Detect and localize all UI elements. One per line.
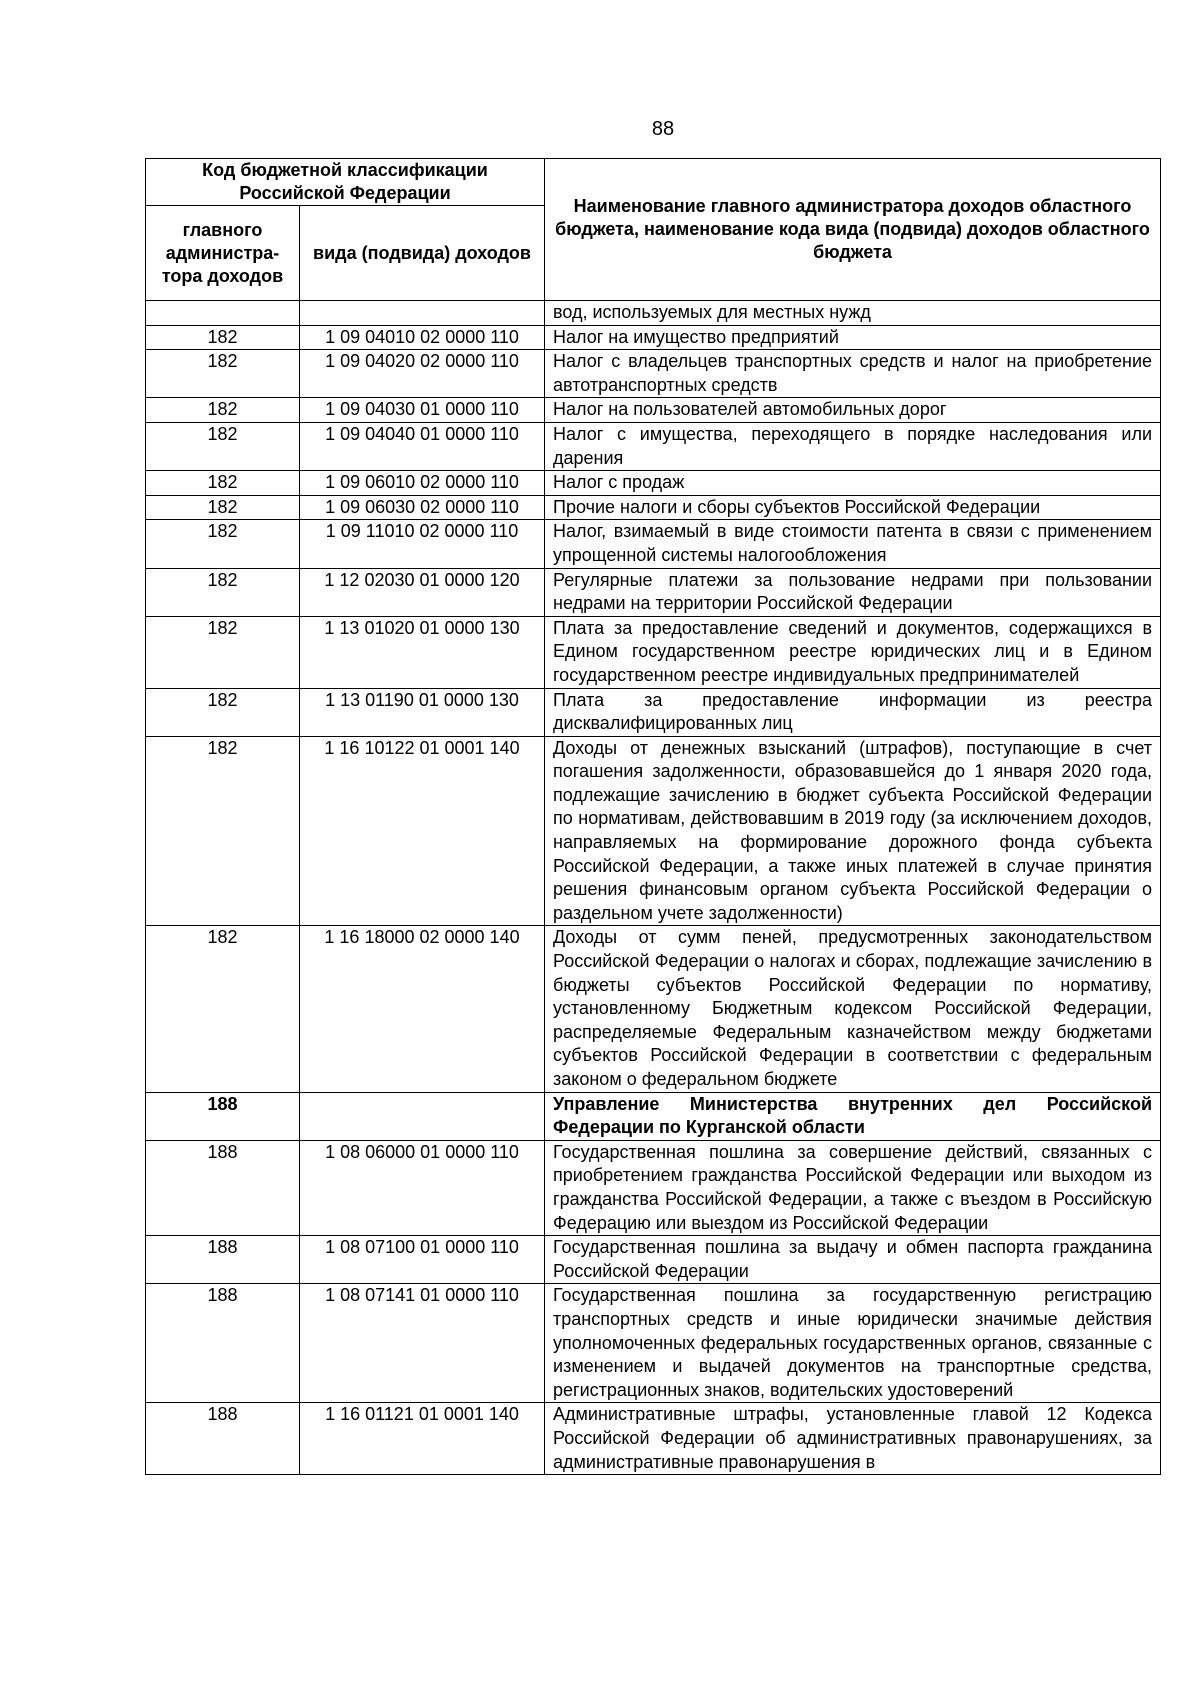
income-code-cell: 1 09 06030 02 0000 110 xyxy=(300,495,545,520)
admin-code-cell xyxy=(146,301,300,326)
income-name-cell: вод, используемых для местных нужд xyxy=(545,301,1161,326)
table-row xyxy=(146,568,1161,616)
income-code-cell: 1 16 10122 01 0001 140 xyxy=(300,736,545,926)
table-row xyxy=(146,520,1161,568)
income-code-cell: 1 12 02030 01 0000 120 xyxy=(300,568,545,616)
table-row xyxy=(146,616,1161,688)
admin-code-cell: 188 xyxy=(146,1403,300,1475)
admin-code-cell: 182 xyxy=(146,325,300,350)
table-row xyxy=(146,495,1161,520)
admin-code-cell: 182 xyxy=(146,926,300,1092)
income-code-cell: 1 16 01121 01 0001 140 xyxy=(300,1403,545,1475)
income-name-cell: Государственная пошлина за выдачу и обмен паспорта гражданина Российской Федерации xyxy=(545,1236,1161,1284)
admin-code-cell: 182 xyxy=(146,616,300,688)
admin-code-cell: 182 xyxy=(146,568,300,616)
table-row xyxy=(146,1140,1161,1235)
income-name-cell: Прочие налоги и сборы субъектов Российской Федерации xyxy=(545,495,1161,520)
admin-code-cell: 182 xyxy=(146,398,300,423)
admin-code-cell: 188 xyxy=(146,1284,300,1403)
table-row xyxy=(146,325,1161,350)
table-row xyxy=(146,398,1161,423)
header-name: Наименование главного администратора доходов областного бюджета, наименование кода вида (подвида) доходов областного бюджета xyxy=(545,159,1161,301)
admin-code-cell: 188 xyxy=(146,1140,300,1235)
budget-classification-table xyxy=(145,158,1161,1475)
table-row xyxy=(146,350,1161,398)
income-name-cell: Управление Министерства внутренних дел Российской Федерации по Курганской области xyxy=(545,1092,1161,1140)
income-name-cell: Государственная пошлина за совершение действий, связанных с приобретением гражданства Российской Федерации или выходом из гражданства Российской Федерации, а также с въездом в Российскую Федерацию или выездом из Российской Федерации xyxy=(545,1140,1161,1235)
income-code-cell: 1 09 04010 02 0000 110 xyxy=(300,325,545,350)
table-row xyxy=(146,688,1161,736)
income-code-cell: 1 08 07141 01 0000 110 xyxy=(300,1284,545,1403)
income-code-cell: 1 09 04040 01 0000 110 xyxy=(300,422,545,470)
income-code-cell: 1 09 04030 01 0000 110 xyxy=(300,398,545,423)
table-row xyxy=(146,1092,1161,1140)
table-row xyxy=(146,1236,1161,1284)
income-code-cell: 1 09 06010 02 0000 110 xyxy=(300,471,545,496)
admin-code-cell: 188 xyxy=(146,1236,300,1284)
income-code-cell xyxy=(300,1092,545,1140)
income-name-cell: Доходы от денежных взысканий (штрафов), поступающие в счет погашения задолженности, образовавшейся до 1 января 2020 года, подлежащие зачислению в бюджет субъекта Российской Федерации по нормативам, действовавшим в 2019 году (за исключением доходов, направляемых на формирование дорожного фонда субъекта Российской Федерации, а также иных платежей в случае принятия решения финансовым органом субъекта Российской Федерации о раздельном учете задолженности) xyxy=(545,736,1161,926)
header-income-type-code: вида (подвида) доходов xyxy=(300,206,545,301)
admin-code-cell: 182 xyxy=(146,471,300,496)
admin-code-cell: 182 xyxy=(146,736,300,926)
table-row xyxy=(146,1403,1161,1475)
table-row xyxy=(146,1284,1161,1403)
income-name-cell: Плата за предоставление сведений и документов, содержащихся в Едином государственном реестре юридических лиц и в Едином государственном реестре индивидуальных предпринимателей xyxy=(545,616,1161,688)
income-name-cell: Налог на пользователей автомобильных дорог xyxy=(545,398,1161,423)
income-code-cell: 1 08 06000 01 0000 110 xyxy=(300,1140,545,1235)
admin-code-cell: 182 xyxy=(146,422,300,470)
header-classification-code: Код бюджетной классификации Российской Федерации xyxy=(146,159,545,206)
table-row xyxy=(146,422,1161,470)
income-code-cell: 1 09 11010 02 0000 110 xyxy=(300,520,545,568)
table-row xyxy=(146,926,1161,1092)
admin-code-cell: 182 xyxy=(146,688,300,736)
income-code-cell xyxy=(300,301,545,326)
table-row xyxy=(146,736,1161,926)
income-name-cell: Доходы от сумм пеней, предусмотренных законодательством Российской Федерации о налогах и сборах, подлежащие зачислению в бюджеты субъектов Российской Федерации по нормативу, установленному Бюджетным кодексом Российской Федерации, распределяемые Федеральным казначейством между бюджетами субъектов Российской Федерации в соответствии с федеральным законом о федеральном бюджете xyxy=(545,926,1161,1092)
income-name-cell: Налог с владельцев транспортных средств и налог на приобретение автотранспортных средств xyxy=(545,350,1161,398)
income-code-cell: 1 09 04020 02 0000 110 xyxy=(300,350,545,398)
admin-code-cell: 182 xyxy=(146,495,300,520)
table-body xyxy=(146,301,1161,1475)
income-code-cell: 1 13 01020 01 0000 130 xyxy=(300,616,545,688)
income-name-cell: Налог с имущества, переходящего в порядке наследования или дарения xyxy=(545,422,1161,470)
income-name-cell: Налог, взимаемый в виде стоимости патента в связи с применением упрощенной системы налогообложения xyxy=(545,520,1161,568)
income-name-cell: Государственная пошлина за государственную регистрацию транспортных средств и иные юридически значимые действия уполномоченных федеральных государственных органов, связанные с изменением и выдачей документов на транспортные средства, регистрационных знаков, водительских удостоверений xyxy=(545,1284,1161,1403)
income-name-cell: Налог на имущество предприятий xyxy=(545,325,1161,350)
admin-code-cell: 188 xyxy=(146,1092,300,1140)
income-code-cell: 1 08 07100 01 0000 110 xyxy=(300,1236,545,1284)
admin-code-cell: 182 xyxy=(146,520,300,568)
income-name-cell: Регулярные платежи за пользование недрами при пользовании недрами на территории Российской Федерации xyxy=(545,568,1161,616)
income-code-cell: 1 13 01190 01 0000 130 xyxy=(300,688,545,736)
income-name-cell: Административные штрафы, установленные главой 12 Кодекса Российской Федерации об административных правонарушениях, за административные правонарушения в xyxy=(545,1403,1161,1475)
income-name-cell: Плата за предоставление информации из реестра дисквалифицированных лиц xyxy=(545,688,1161,736)
header-admin-code: главного администра-тора доходов xyxy=(146,206,300,301)
admin-code-cell: 182 xyxy=(146,350,300,398)
income-code-cell: 1 16 18000 02 0000 140 xyxy=(300,926,545,1092)
income-name-cell: Налог с продаж xyxy=(545,471,1161,496)
table-row xyxy=(146,301,1161,326)
page-number: 88 xyxy=(651,118,675,140)
table-row xyxy=(146,471,1161,496)
